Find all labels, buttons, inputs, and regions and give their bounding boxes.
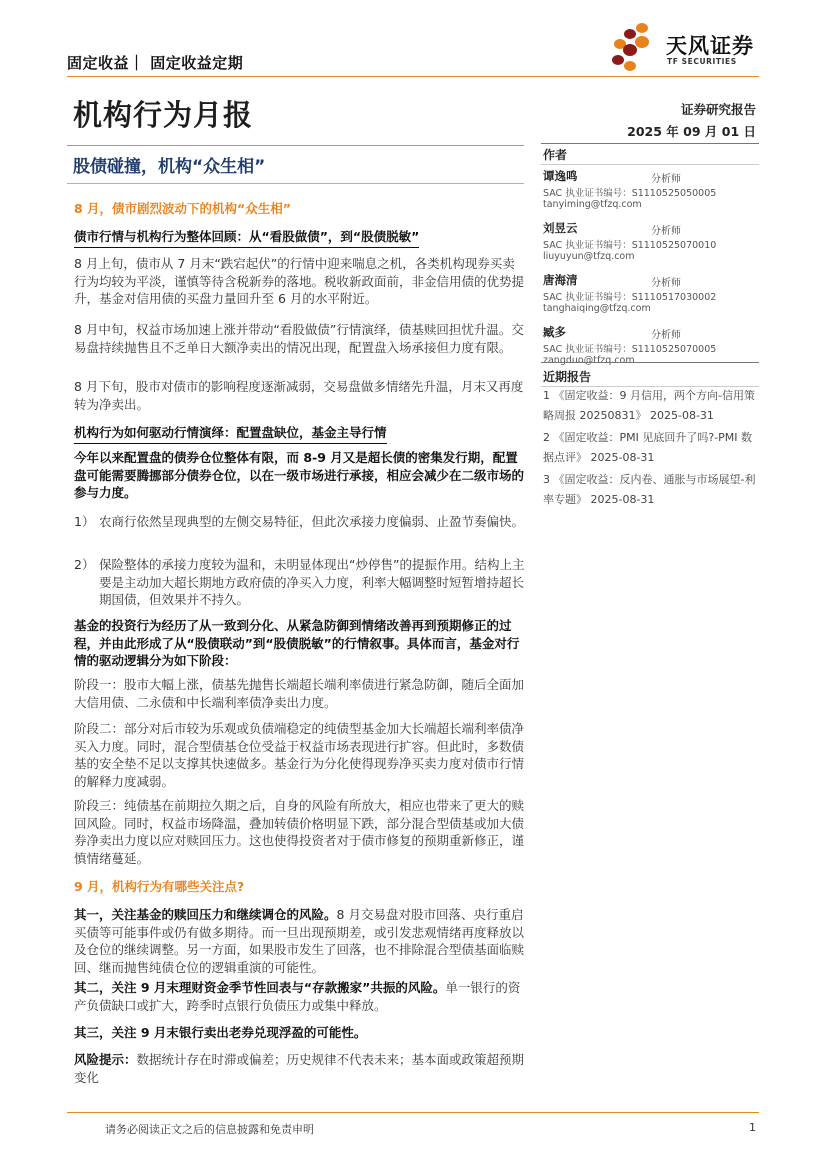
paragraph: 阶段一：股市大幅上涨，债基先抛售长端超长端利率债进行紧急防御，随后全面加大信用债、二永债和中长端利率债净卖出力度。 xyxy=(74,677,525,710)
paragraph: 8 月上旬，债市从 7 月末“跌宕起伏”的行情中迎来喘息之机，各类机构现券买卖行为均较为平淡，谨慎等待含税新券的落地。税收新政面前，非金信用债的优势提升，基金对信用债的买盘力量回升至 6 月的水平附近。 xyxy=(74,256,525,306)
paragraph-text: 数据统计存在时滞或偏差；历史规律不代表未来；基本面或政策超预期变化 xyxy=(74,1052,525,1085)
logo-petal xyxy=(612,55,624,65)
author-email[interactable]: tanyiming@tfzq.com xyxy=(543,199,642,210)
page-number: 1 xyxy=(749,1121,756,1134)
list-number: 2） xyxy=(74,557,95,572)
author-card xyxy=(543,272,759,324)
subtitle-divider xyxy=(67,183,524,184)
logo-petal xyxy=(636,23,648,33)
title-divider xyxy=(67,145,524,146)
author-email[interactable]: liuyuyun@tfzq.com xyxy=(543,251,635,262)
paragraph: 阶段二：部分对后市较为乐观或负债端稳定的纯债型基金加大长端超长端利率债净买入力度。同时，混合型债基仓位受益于权益市场表现进行扩容。但此时，多数债基的安全垫不足以支撑其快速做多。基金行为分化使得现券净买卖力度对债市行情的解释力度减弱。 xyxy=(74,721,525,789)
author-role: 分析师 xyxy=(651,174,681,185)
list-text: 保险整体的承接力度较为温和，未明显体现出“炒停售”的提振作用。结构上主要是主动加大超长期地方政府债的净买入力度，利率大幅调整时短暂增持超长期国债，但效果并不持久。 xyxy=(99,557,525,607)
paragraph: 8 月中旬，权益市场加速上涨并带动“看股做债”行情演绎，债基赎回担忧升温。交易盘持续抛售且不乏单日大额净卖出的情况出现，配置盘入场承接但力度有限。 xyxy=(74,322,524,355)
authors-heading: 作者 xyxy=(543,148,568,162)
paragraph: 8 月下旬，股市对债市的影响程度逐渐减弱，交易盘做多情绪先升温，月末又再度转为净卖出。 xyxy=(74,379,524,412)
section-heading: 9 月，机构行为有哪些关注点? xyxy=(74,879,245,894)
report-category: 固定收益｜ 固定收益定期 xyxy=(67,54,244,72)
author-cert: SAC 执业证书编号：S1110517030002 xyxy=(543,292,717,303)
page-title: 机构行为月报 xyxy=(73,98,254,132)
logo-petal xyxy=(635,36,649,48)
logo-petal xyxy=(624,61,636,71)
paragraph-text: 单一银行的资产负债缺口或扩大，跨季时点银行负债压力或集中释放。 xyxy=(74,980,521,1013)
paragraph-lead: 其二，关注 9 月末理财资金季节性回表与“存款搬家”共振的风险。 xyxy=(74,980,446,995)
paragraph xyxy=(74,1024,525,1042)
sidebar-divider xyxy=(541,143,759,144)
author-email[interactable]: tanghaiqing@tfzq.com xyxy=(543,303,651,314)
list-number: 1） xyxy=(74,514,95,529)
author-email[interactable]: zangduo@tfzq.com xyxy=(543,355,635,366)
author-name: 谭逸鸣 xyxy=(543,169,578,183)
logo-icon xyxy=(608,18,668,76)
author-card xyxy=(543,168,759,220)
author-list xyxy=(543,168,759,376)
recent-reports-list xyxy=(543,386,760,512)
disclaimer-link[interactable]: 请务必阅读正文之后的信息披露和免责申明 xyxy=(105,1123,314,1136)
risk-warning xyxy=(74,1051,525,1086)
paragraph-lead: 其一，关注基金的赎回压力和继续调仓的风险。 xyxy=(74,907,337,922)
paragraph xyxy=(74,906,525,976)
paragraph: 今年以来配置盘的债券仓位整体有限，而 8-9 月又是超长债的密集发行期，配置盘可能需要腾挪部分债券仓位，以在一级市场进行承接，相应会减少在二级市场的参与力度。 xyxy=(74,450,525,500)
logo-petal xyxy=(624,29,636,39)
paragraph: 基金的投资行为经历了从一致到分化、从紧急防御到情绪改善再到预期修正的过程，并由此形成了从“股债联动”到“股债脱敏”的行情叙事。具体而言，基金对行情的驱动逻辑分为如下阶段： xyxy=(74,618,520,668)
recent-report-link[interactable]: 2 《固定收益：PMI 见底回升了吗?-PMI 数据点评》 2025-08-31 xyxy=(543,431,753,464)
paragraph xyxy=(74,979,525,1014)
author-name: 刘昱云 xyxy=(543,221,578,235)
author-cert: SAC 执业证书编号：S1110525050005 xyxy=(543,188,717,199)
section-heading: 8 月，债市剧烈波动下的机构“众生相” xyxy=(74,201,291,216)
logo-petal xyxy=(623,44,637,56)
subsection-heading: 债市行情与机构行为整体回顾：从“看股做债”，到“股债脱敏” xyxy=(74,228,419,248)
list-item xyxy=(74,513,525,531)
report-type: 证券研究报告 xyxy=(680,102,756,117)
footer-divider xyxy=(67,1112,759,1113)
recent-report-link[interactable]: 1 《固定收益：9 月信用，两个方向-信用策略周报 20250831》 2025-08-31 xyxy=(543,389,755,422)
sidebar-divider xyxy=(541,164,759,165)
list-text: 农商行依然呈现典型的左侧交易特征，但此次承接力度偏弱、止盈节奏偏快。 xyxy=(99,514,525,529)
report-date: 2025 年 09 月 01 日 xyxy=(627,124,756,139)
header-divider xyxy=(67,76,759,77)
author-cert: SAC 执业证书编号：S1110525070005 xyxy=(543,344,717,355)
paragraph-lead: 风险提示： xyxy=(74,1052,137,1067)
author-role: 分析师 xyxy=(651,330,681,341)
recent-reports-heading: 近期报告 xyxy=(543,370,592,384)
author-card xyxy=(543,220,759,272)
recent-report-link[interactable]: 3 《固定收益：反内卷、通胀与市场展望-利率专题》 2025-08-31 xyxy=(543,473,756,506)
author-role: 分析师 xyxy=(651,226,681,237)
paragraph: 阶段三：纯债基在前期拉久期之后，自身的风险有所放大，相应也带来了更大的赎回风险。同时，权益市场降温，叠加转债价格明显下跌，部分混合型债基或加大债券净卖出力度以应对赎回压力。这也使得投资者对于债市修复的预期重新修正，谨慎情绪蔓延。 xyxy=(74,798,525,866)
list-item xyxy=(74,556,525,609)
paragraph-lead: 其三，关注 9 月末银行卖出老券兑现浮盈的可能性。 xyxy=(74,1025,367,1040)
page-subtitle: 股债碰撞，机构“众生相” xyxy=(73,157,266,177)
subsection-heading: 机构行为如何驱动行情演绎：配置盘缺位，基金主导行情 xyxy=(74,424,387,444)
author-name: 唐海清 xyxy=(543,273,578,287)
author-cert: SAC 执业证书编号：S1110525070010 xyxy=(543,240,717,251)
author-name: 臧多 xyxy=(543,325,566,339)
logo-name-en: TF SECURITIES xyxy=(667,57,737,66)
author-role: 分析师 xyxy=(651,278,681,289)
logo-name-cn: 天风证券 xyxy=(666,34,754,58)
sidebar-divider xyxy=(541,362,759,363)
paragraph-text: 8 月交易盘对股市回落、央行重启买债等可能事件或仍有做多期待。而一旦出现预期差，或引发悲观情绪再度释放以及仓位的继续调整。另一方面，如果股市发生了回落，也不排除混合型债基面临赎回、继而抛售纯债仓位的逻辑重演的可能性。 xyxy=(74,907,525,975)
